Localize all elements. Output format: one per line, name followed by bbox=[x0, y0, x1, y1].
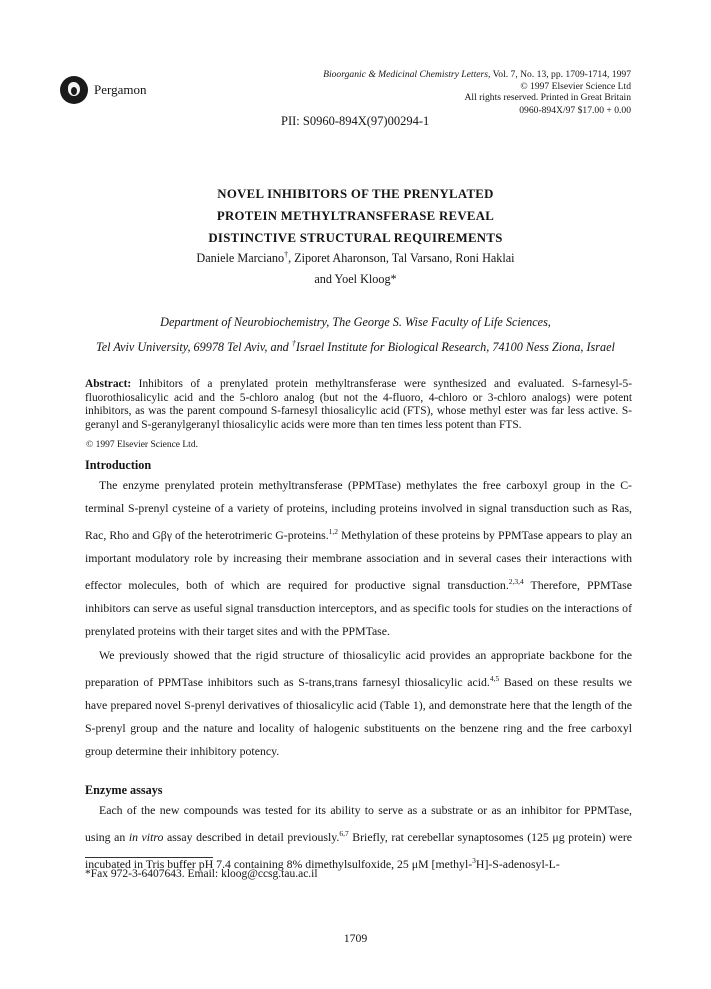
abstract-text: Inhibitors of a prenylated protein methyltransferase were synthesized and evaluated. S-farnesyl-5-fluorothiosalicylic acid and the 5-chloro analog (but not the 4-fluoro, 4-chloro or 3-chloro analogs) were potent inhibitors, as was the parent compound S-farnesyl thiosalicylic acid (FTS), whose methyl ester was far less active. S-geranyl and S-geranylgeranyl thiosalicylic acids were more than ten times less potent than FTS. bbox=[85, 378, 632, 431]
affiliations bbox=[0, 312, 711, 358]
introduction-body bbox=[85, 474, 632, 763]
journal-info bbox=[323, 69, 631, 116]
enzyme-assays-body bbox=[85, 799, 632, 876]
journal-rights: All rights reserved. Printed in Great Britain bbox=[464, 92, 631, 103]
affiliation-line: Department of Neurobiochemistry, The George S. Wise Faculty of Life Sciences, bbox=[160, 315, 551, 329]
paragraph: We previously showed that the rigid structure of thiosalicylic acid provides an appropriate backbone for the preparation of PPMTase inhibitors such as S-trans,trans farnesyl thiosalicylic acid.$^{4,5}$ Based on these results we have prepared novel S-prenyl derivatives of thiosalicylic acid (Table 1), and demonstrate here that the length of the S-prenyl group and the nature and locality of halogenic substituents on the benzene ring and the free carboxyl group determine their inhibitory potency. bbox=[85, 647, 633, 758]
title-line: NOVEL INHIBITORS OF THE PRENYLATED bbox=[217, 187, 494, 201]
author-list bbox=[0, 244, 711, 290]
introduction-heading: Introduction bbox=[85, 458, 152, 472]
reference-mark: 1,2 bbox=[328, 527, 339, 537]
reference-mark: 6,7 bbox=[339, 829, 349, 839]
title-line: DISTINCTIVE STRUCTURAL REQUIREMENTS bbox=[208, 231, 503, 245]
abstract-label: Abstract: bbox=[85, 378, 132, 390]
elsevier-tree-icon bbox=[60, 76, 88, 104]
publisher-logo bbox=[60, 76, 260, 108]
reference-mark: 4,5 bbox=[489, 673, 500, 683]
dagger-mark: † bbox=[284, 250, 289, 259]
footnote-divider bbox=[85, 857, 213, 858]
author-line: and Yoel Kloog* bbox=[314, 272, 397, 287]
author-line: Daniele Marciano†, Ziporet Aharonson, Tal Varsano, Roni Haklai bbox=[196, 250, 515, 266]
affiliation-line: Tel Aviv University, 69978 Tel Aviv, and †Israel Institute for Biological Research, 74100 Ness Ziona, Israel bbox=[96, 339, 615, 355]
publisher-name: Pergamon bbox=[94, 82, 147, 97]
page-number: 1709 bbox=[343, 931, 368, 945]
enzyme-assays-heading: Enzyme assays bbox=[85, 783, 163, 797]
footnote: *Fax 972-3-6407643. Email: kloog@ccsg.tau.ac.il bbox=[85, 868, 318, 880]
paper-title bbox=[0, 183, 711, 249]
paragraph: The enzyme prenylated protein methyltransferase (PPMTase) methylates the free carboxyl group in the C-terminal S-prenyl cysteine of a variety of proteins, including proteins involved in signal transduction such as Ras, Rac, Rho and Gβγ of the heterotrimeric G-proteins.$^{1,2}$ Methylation of these proteins by PPMTase appears to play an important modulatory role by increasing their membrane association and in several cases their interactions with effector molecules, both of which are required for productive signal transduction.$^{2,3,4}$ Therefore, PPMTase inhibitors can serve as useful signal transduction interceptors, and as specific tools for studies on the interactions of prenylated proteins with their target sites and with the PPMTase. bbox=[85, 478, 632, 639]
journal-issn: 0960-894X/97 $17.00 + 0.00 bbox=[519, 104, 631, 116]
abstract bbox=[85, 378, 632, 432]
reference-mark: 2,3,4 bbox=[508, 577, 524, 587]
journal-copyright: © 1997 Elsevier Science Ltd bbox=[520, 80, 631, 92]
pii-code: PII: S0960-894X(97)00294-1 bbox=[281, 114, 430, 128]
paragraph: Each of the new compounds was tested for its ability to serve as a substrate or as an inhibitor for PPMTase, using an in vitro assay described in detail previously.$^{6,7}$ Briefly, rat cerebellar synaptosomes (125 μg protein) were incubated in Tris buffer pH 7.4 containing 8% dimethylsulfoxide, 25 μM [methyl-$^3$H]-S-adenosyl-L- bbox=[85, 803, 632, 872]
title-line: PROTEIN METHYLTRANSFERASE REVEAL bbox=[216, 209, 495, 223]
abstract-copyright: © 1997 Elsevier Science Ltd. bbox=[86, 440, 198, 450]
journal-citation: Bioorganic & Medicinal Chemistry Letters, Vol. 7, No. 13, pp. 1709-1714, 1997 bbox=[323, 69, 631, 80]
